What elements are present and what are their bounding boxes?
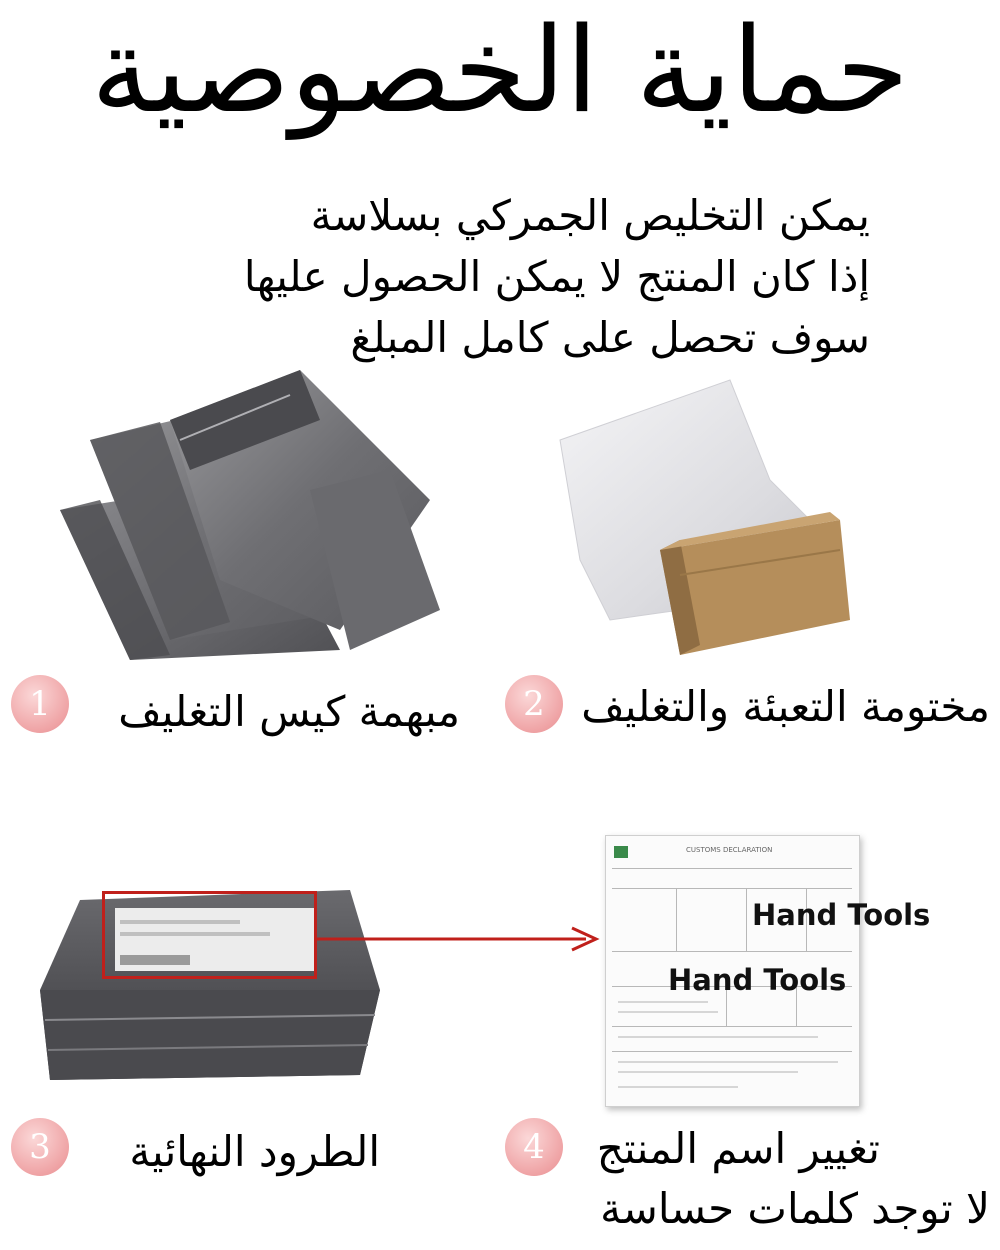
form-header: CUSTOMS DECLARATION <box>686 846 773 854</box>
step-1-caption: مبهمة كيس التغليف <box>118 687 460 736</box>
page-title: حماية الخصوصية <box>91 1 909 139</box>
mailer-bags-image <box>20 360 460 670</box>
intro-line-2: إذا كان المنتج لا يمكن الحصول عليها <box>243 252 870 301</box>
product-name-label-2: Hand Tools <box>668 963 847 997</box>
intro-line-3: سوف تحصل على كامل المبلغ <box>350 313 870 362</box>
step-2-caption: مختومة التعبئة والتغليف <box>581 682 990 731</box>
step-3-caption: الطرود النهائية <box>129 1127 380 1176</box>
label-highlight-box <box>102 891 317 979</box>
step-4-caption-line-2: لا توجد كلمات حساسة <box>600 1184 990 1233</box>
step-3-badge: 3 <box>11 1118 69 1176</box>
intro-line-1: يمكن التخليص الجمركي بسلاسة <box>310 191 870 240</box>
step-4-badge: 4 <box>505 1118 563 1176</box>
sealed-package-image <box>540 360 860 670</box>
intro-text <box>180 185 870 368</box>
step-1-badge: 1 <box>11 675 69 733</box>
step-2-badge: 2 <box>505 675 563 733</box>
step-4-caption-line-1: تغيير اسم المنتج <box>596 1124 880 1173</box>
arrow-icon <box>316 925 606 955</box>
product-name-label-1: Hand Tools <box>752 898 931 932</box>
